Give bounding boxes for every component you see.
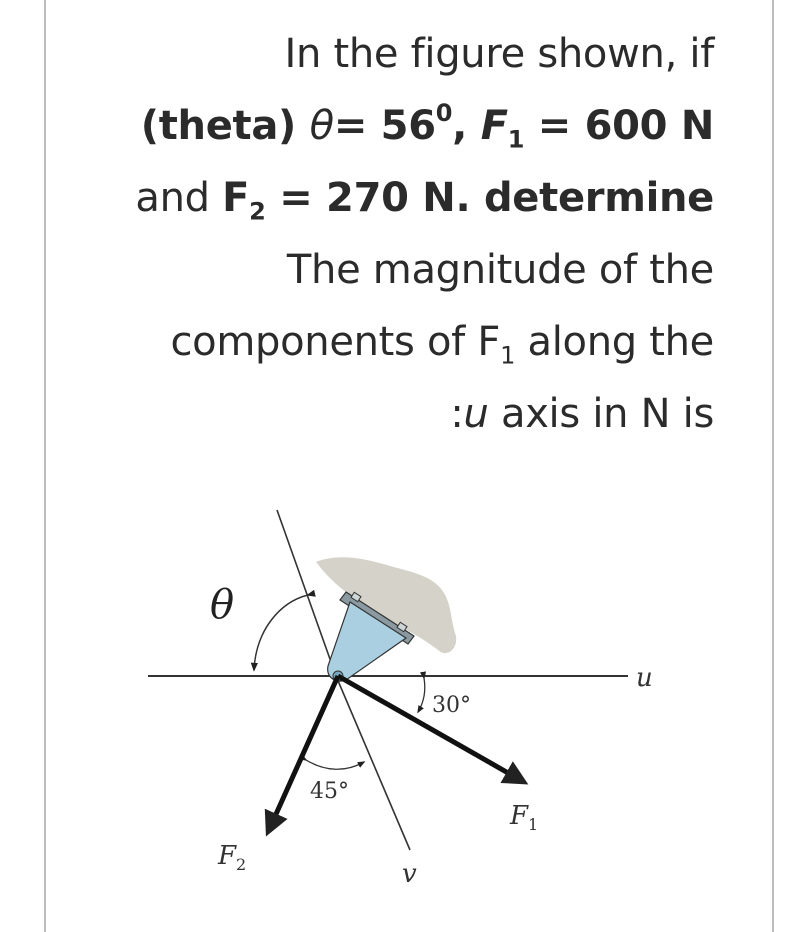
question-line-2 xyxy=(60,90,714,162)
question-line-1 xyxy=(60,18,714,90)
f1-letter-fig: F xyxy=(510,801,529,831)
f1-value: = 600 N xyxy=(524,103,714,149)
line4-text: The magnitude of the xyxy=(286,247,714,293)
f2-value: = 270 N. determine xyxy=(265,175,714,221)
f2-letter: F xyxy=(222,175,250,221)
theta-prefix: (theta) xyxy=(140,103,310,149)
angle-30-arc xyxy=(418,678,425,712)
theta-value: = 56 xyxy=(333,103,436,149)
question-line-4 xyxy=(60,234,714,306)
line1-text: In the figure shown, if xyxy=(284,31,714,77)
force-diagram xyxy=(120,490,680,910)
f2-expression xyxy=(222,175,714,226)
v-axis-label: v xyxy=(402,859,417,889)
line5-end: along the xyxy=(515,319,714,365)
f1-label xyxy=(509,801,538,834)
left-border xyxy=(44,0,46,932)
theta-symbol: θ xyxy=(309,103,334,149)
line6-end: axis in N is xyxy=(488,391,714,437)
line5-subscript: 1 xyxy=(500,341,516,370)
f2-subscript: 2 xyxy=(249,197,266,226)
question-line-5 xyxy=(60,306,714,378)
line6-colon: : xyxy=(450,391,464,437)
f2-label xyxy=(217,841,246,874)
theta-reference-line xyxy=(277,510,336,676)
and-word: and xyxy=(135,175,223,221)
f1-letter: F xyxy=(480,103,508,149)
angle-30-label: 30° xyxy=(432,693,471,718)
comma-separator: , xyxy=(452,103,481,149)
f2-subscript-fig: 2 xyxy=(236,855,247,874)
angle-45-label: 45° xyxy=(310,779,349,804)
force-f1-arrow xyxy=(338,676,524,782)
theta-angle-arc xyxy=(254,595,308,670)
v-axis-line xyxy=(336,676,410,850)
theta-label: θ xyxy=(210,582,235,628)
force-f2-arrow xyxy=(268,676,338,832)
f1-subscript: 1 xyxy=(507,125,525,154)
question-line-6 xyxy=(60,378,714,450)
f2-letter-fig: F xyxy=(218,841,237,871)
f1-subscript-fig: 1 xyxy=(528,815,539,834)
question-text xyxy=(60,18,714,450)
degree-superscript: 0 xyxy=(435,99,453,127)
line5-start: components of F xyxy=(170,319,501,365)
question-line-3 xyxy=(60,162,714,234)
right-border xyxy=(772,0,774,932)
u-axis-label: u xyxy=(636,663,653,693)
angle-45-arc xyxy=(306,760,364,769)
line6-u: u xyxy=(463,391,489,437)
